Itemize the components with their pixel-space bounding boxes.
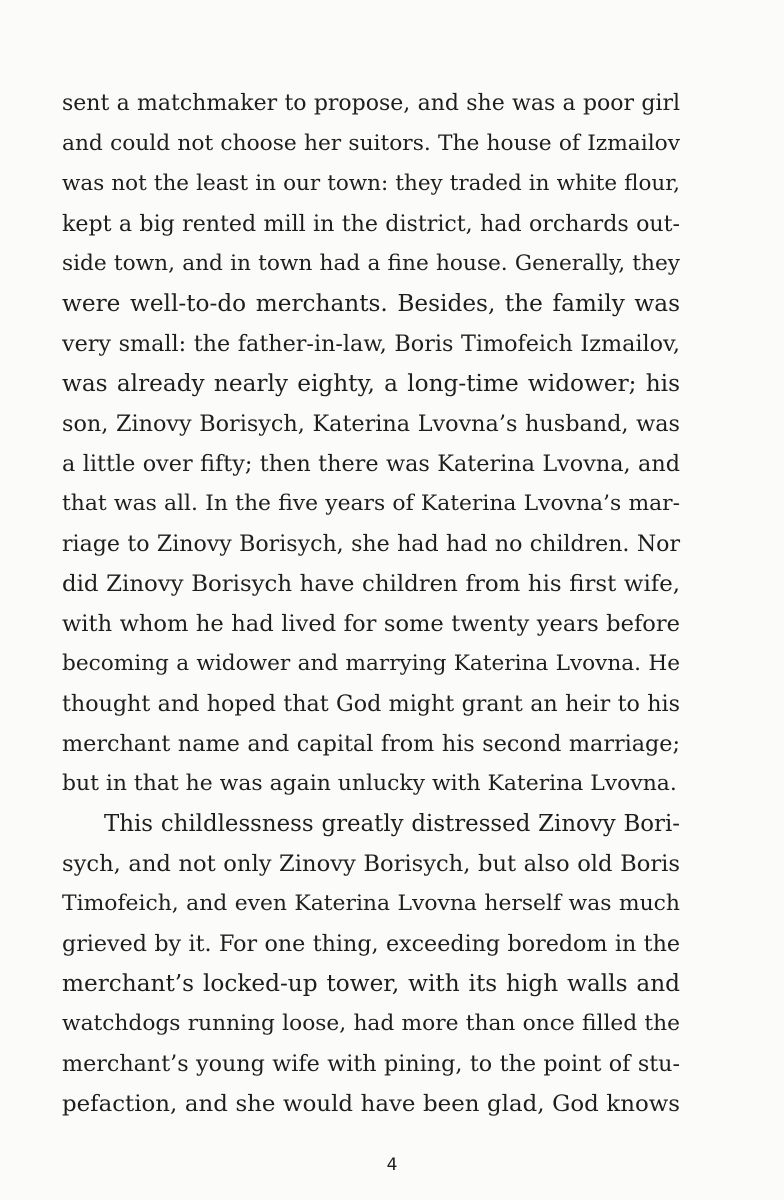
- text-line: merchant’s locked-up tower, with its high walls and: [62, 970, 680, 997]
- text-line: did Zinovy Borisych have children from his first wife,: [62, 571, 680, 597]
- text-line: This childlessness greatly distressed Zinovy Bori-: [104, 811, 680, 837]
- text-line: were well-to-do merchants. Besides, the family was: [62, 290, 680, 317]
- text-line: that was all. In the five years of Katerina Lvovna’s mar-: [62, 491, 680, 516]
- body-text: [62, 84, 680, 1124]
- text-line: was not the least in our town: they traded in white flour,: [62, 171, 680, 196]
- text-line: sent a matchmaker to propose, and she was a poor girl: [62, 91, 680, 116]
- text-line: kept a big rented mill in the district, had orchards out-: [62, 211, 680, 237]
- text-line: with whom he had lived for some twenty years before: [62, 611, 680, 637]
- text-line: becoming a widower and marrying Katerina Lvovna. He: [62, 651, 680, 676]
- text-line: Timofeich, and even Katerina Lvovna herself was much: [62, 891, 680, 916]
- text-line: grieved by it. For one thing, exceeding boredom in the: [62, 931, 680, 957]
- text-line: riage to Zinovy Borisych, she had had no children. Nor: [62, 531, 680, 557]
- paragraph-2: [62, 804, 680, 1124]
- page-number: 4: [386, 1155, 398, 1175]
- text-line: pefaction, and she would have been glad, God knows: [62, 1091, 680, 1117]
- text-line: and could not choose her suitors. The house of Izmailov: [62, 131, 680, 156]
- text-line: side town, and in town had a fine house. Generally, they: [62, 251, 680, 276]
- text-line: son, Zinovy Borisych, Katerina Lvovna’s husband, was: [62, 411, 680, 437]
- text-line: merchant name and capital from his second marriage;: [62, 731, 680, 757]
- text-line: thought and hoped that God might grant an heir to his: [62, 691, 680, 717]
- text-line: very small: the father-in-law, Boris Timofeich Izmailov,: [62, 331, 680, 357]
- paragraph-1: [62, 84, 680, 804]
- text-line: merchant’s young wife with pining, to the point of stu-: [62, 1051, 680, 1077]
- text-line: but in that he was again unlucky with Katerina Lvovna.: [62, 771, 677, 796]
- text-line: sych, and not only Zinovy Borisych, but also old Boris: [62, 851, 680, 877]
- text-line: a little over fifty; then there was Katerina Lvovna, and: [62, 451, 680, 477]
- text-line: was already nearly eighty, a long-time widower; his: [62, 370, 680, 397]
- text-line: watchdogs running loose, had more than once filled the: [62, 1011, 680, 1036]
